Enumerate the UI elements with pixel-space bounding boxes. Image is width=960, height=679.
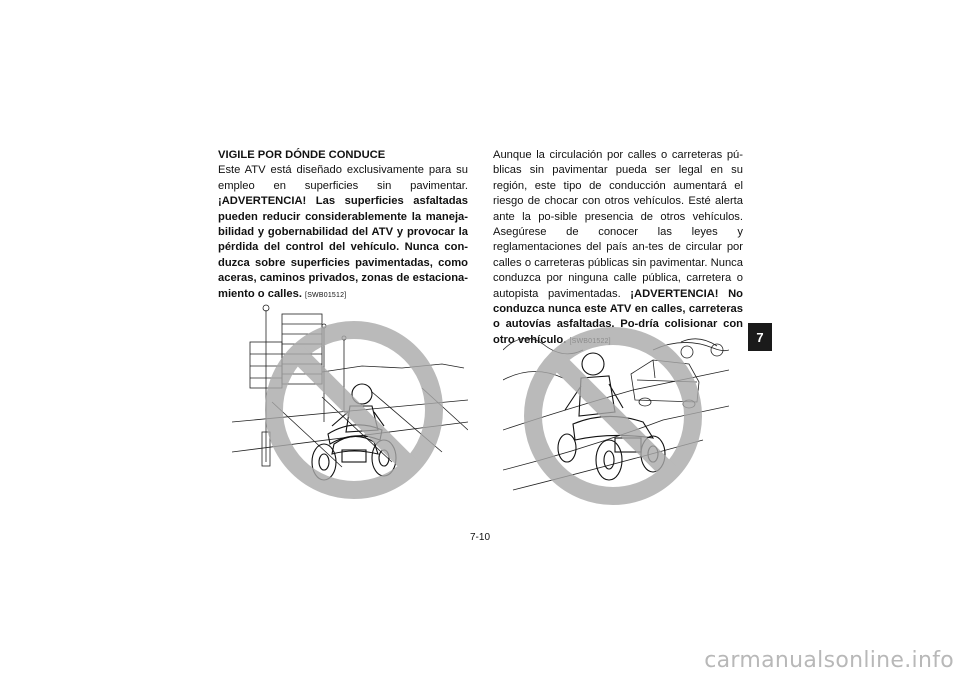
left-column xyxy=(218,148,468,303)
page-number: 7-10 xyxy=(469,532,490,543)
right-warning-text: ¡ADVERTENCIA! No conduzca nunca este ATV en calles, carreteras o autovías asfaltadas. Po-dría colisionar con otro vehículo. xyxy=(493,287,743,346)
atv-front-left-wheel xyxy=(596,440,622,480)
left-paragraph xyxy=(218,148,468,303)
prohibition-sign xyxy=(533,336,693,496)
rider-helmet xyxy=(582,353,604,375)
prohibition-sign xyxy=(274,330,434,490)
left-warning-text: ¡ADVERTENCIA! Las superficies asfaltadas pueden reducir considerablemente la maneja-bilidad y gobernabilidad del ATV y provocar la pérdida del control del vehículo. Nunca con-duzca sobre superficies pavimentadas, como aceras, caminos privados, zonas de estaciona-miento o calles. xyxy=(218,195,468,300)
right-warning-code: [SWB01522] xyxy=(569,337,611,345)
illustration-paved-surface xyxy=(232,302,468,500)
illustration-public-road xyxy=(503,320,729,508)
watermark: carmanualsonline.info xyxy=(704,648,954,673)
right-body-text: Aunque la circulación por calles o carreteras pú-blicas sin pavimentar pueda ser legal en su región, este tipo de conducción aumentará el riesgo de chocar con otros vehículos. Esté alerta ante la po-sible presencia de otros vehículos. Asegúrese de conocer las leyes y reglamentaciones del país an-tes de circular por calles o carreteras públicas sin pavimentar. Nunca conduzca por ninguna calle pública, carretera o autopista pavimentadas. xyxy=(493,149,743,300)
left-body-text: Este ATV está diseñado exclusivamente para su empleo en superficies sin pavimentar. xyxy=(218,164,468,192)
chapter-tab: 7 xyxy=(748,323,772,351)
section-heading: VIGILE POR DÓNDE CONDUCE xyxy=(218,149,386,161)
left-warning-code: [SWB01512] xyxy=(305,291,347,299)
